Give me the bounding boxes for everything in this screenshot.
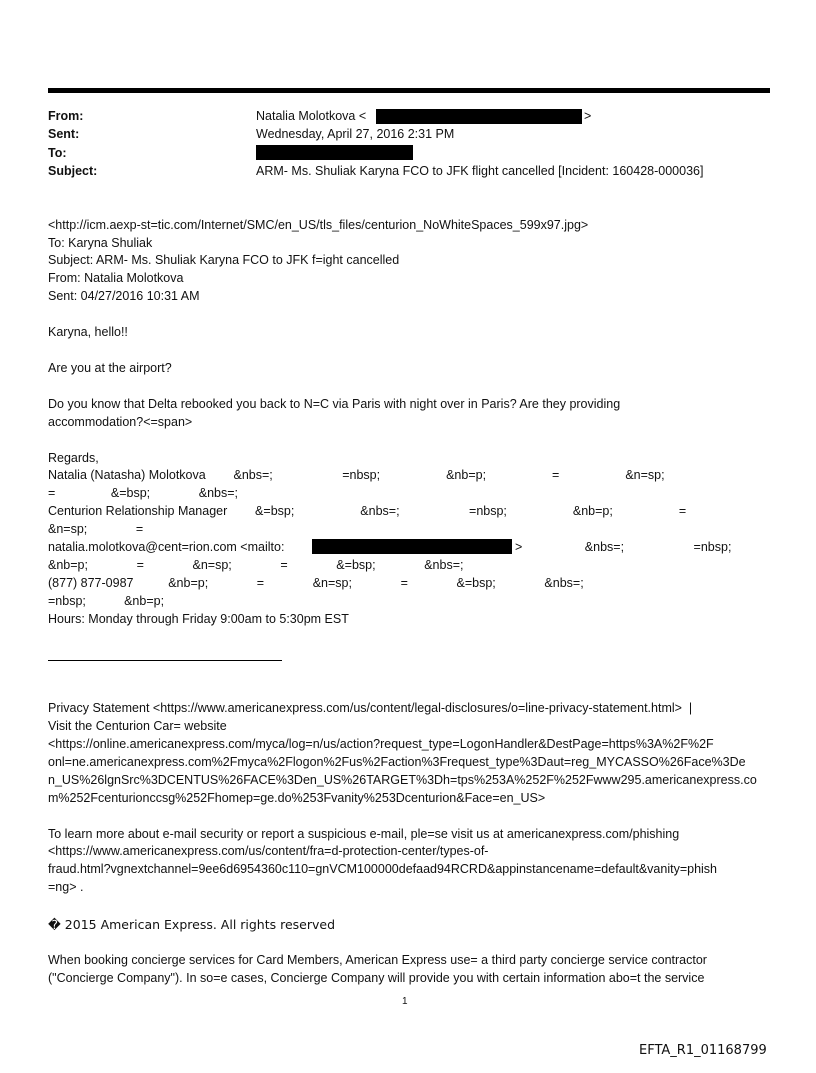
sent-label: Sent: (48, 127, 80, 141)
body-to-line: To: Karyna Shuliak (48, 236, 153, 250)
to-label: To: (48, 146, 67, 160)
privacy-line-5: n_US%26lgnSrc%3DCENTUS%26FACE%3Den_US%26TARGET%3Dh=tps%253A%252F%252Fwww295.americanexpress.co (48, 773, 757, 787)
concierge-line-1: When booking concierge services for Card Members, American Express use= a third party concierge service contractor (48, 953, 707, 967)
privacy-line-1: Privacy Statement <https://www.americanexpress.com/us/content/legal-disclosures/o=line-privacy-statement.html> | (48, 701, 693, 715)
security-line-3: fraud.html?vgnextchannel=9ee6d6954360c110=gnVCM100000defaad94RCRD&appinstancename=default&vanity=phish (48, 862, 718, 876)
paragraph-line-1: Do you know that Delta rebooked you back to N=C via Paris with night over in Paris? Are they providing (48, 397, 621, 411)
image-link: <http://icm.aexp-st=tic.com/Internet/SMC/en_US/tls_files/centurion_NoWhiteSpaces_599x97.jpg> (48, 218, 589, 232)
security-line-2: <https://www.americanexpress.com/us/content/fra=d-protection-center/types-of- (48, 844, 489, 858)
hours-line: Hours: Monday through Friday 9:00am to 5:30pm EST (48, 612, 349, 626)
redaction-mailto (312, 539, 512, 554)
redaction-from-email (376, 109, 582, 124)
document-id: EFTA_R1_01168799 (639, 1043, 767, 1058)
from-label: From: (48, 109, 84, 123)
body-sent-line: Sent: 04/27/2016 10:31 AM (48, 289, 200, 303)
signature-phone-line: (877) 877-0987 &nb=p; = &n=sp; = &=bsp; &nbs=; (48, 576, 584, 590)
security-line-1: To learn more about e-mail security or report a suspicious e-mail, ple=se visit us at americanexpress.com/phishing (48, 827, 680, 841)
copyright-line: � 2015 American Express. All rights reserved (48, 917, 336, 932)
separator-line (48, 660, 282, 661)
privacy-line-4: onl=ne.americanexpress.com%2Fmyca%2Flogon%2Fus%2Faction%3Frequest_type%3Daut=reg_MYCASSO%26Face%3De (48, 755, 746, 769)
privacy-line-3: <https://online.americanexpress.com/myca/log=n/us/action?request_type=LogonHandler&DestPage=https%3A%2F%2F (48, 737, 714, 751)
subject-value: ARM- Ms. Shuliak Karyna FCO to JFK flight cancelled [Incident: 160428-000036] (256, 164, 704, 178)
page-number: 1 (402, 996, 408, 1007)
question: Are you at the airport? (48, 361, 172, 375)
privacy-line-6: m%252Fcenturionccsg%252Fhomep=ge.do%253Fvanity%253Dcenturion&Face=en_US> (48, 791, 546, 805)
signature-line-4: &n=sp; = (48, 522, 144, 536)
signature-email-line: natalia.molotkova@cent=rion.com <mailto: (48, 540, 285, 554)
paragraph-line-2: accommodation?<=span> (48, 415, 193, 429)
signature-line-2: = &=bsp; &nbs=; (48, 486, 239, 500)
body-subject-line: Subject: ARM- Ms. Shuliak Karyna FCO to JFK f=ight cancelled (48, 253, 400, 267)
header-rule (48, 88, 770, 93)
signature-line-1: Natalia (Natasha) Molotkova &nbs=; =nbsp; &nb=p; = &n=sp; (48, 468, 665, 482)
security-line-4: =ng> . (48, 880, 84, 894)
from-value: Natalia Molotkova < (256, 109, 367, 123)
signature-line-8: =nbsp; &nb=p; (48, 594, 165, 608)
subject-label: Subject: (48, 164, 98, 178)
signature-email-line-end: > &nbs=; =nbsp; (515, 540, 732, 554)
body-from-line: From: Natalia Molotkova (48, 271, 184, 285)
concierge-line-2: ("Concierge Company"). In so=e cases, Concierge Company will provide you with certain information abo=t the service (48, 971, 705, 985)
signature-line-3: Centurion Relationship Manager &=bsp; &nbs=; =nbsp; &nb=p; = (48, 504, 687, 518)
from-value-end: > (584, 109, 592, 123)
redaction-to (256, 145, 413, 160)
privacy-line-2: Visit the Centurion Car= website (48, 719, 227, 733)
sent-value: Wednesday, April 27, 2016 2:31 PM (256, 127, 455, 141)
regards: Regards, (48, 451, 99, 465)
signature-line-6: &nb=p; = &n=sp; = &=bsp; &nbs=; (48, 558, 464, 572)
greeting: Karyna, hello!! (48, 325, 128, 339)
